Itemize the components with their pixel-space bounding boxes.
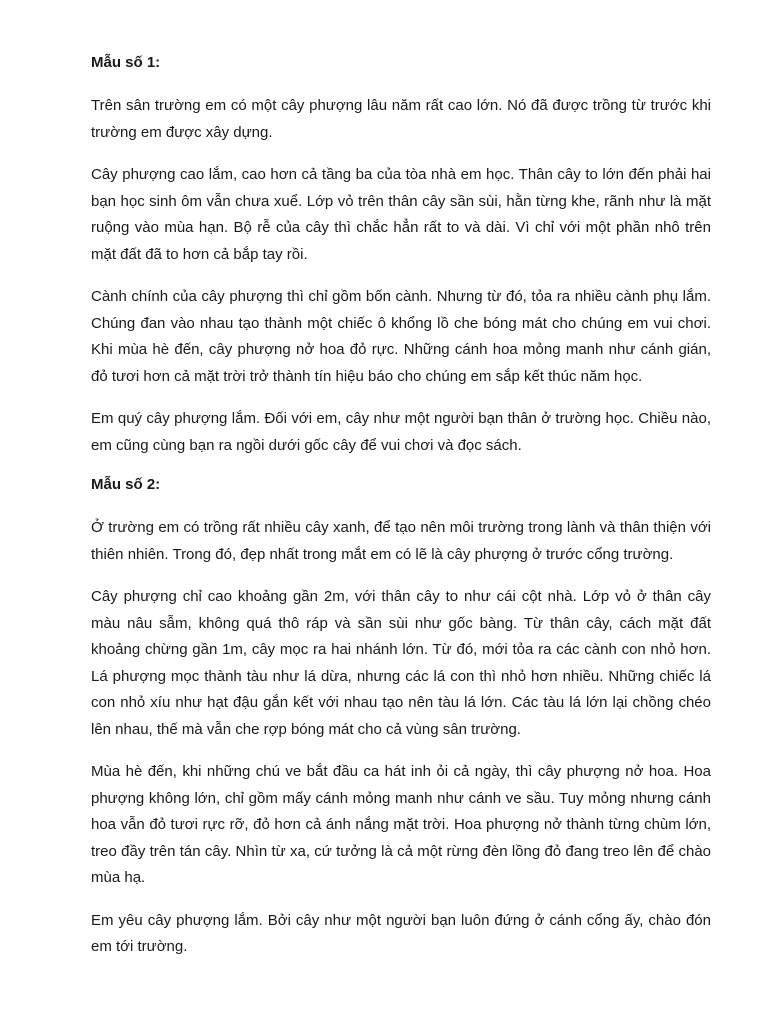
paragraph: Mùa hè đến, khi những chú ve bắt đầu ca hát inh ỏi cả ngày, thì cây phượng nở hoa. Hoa phượng không lớn, chỉ gồm mấy cánh mỏng manh như cánh ve sầu. Tuy mỏng nhưng cánh hoa vẫn đỏ tươi rực rỡ, đỏ hơn cả ánh nắng mặt trời. Hoa phượng nở thành từng chùm lớn, treo đầy trên tán cây. Nhìn từ xa, cứ tưởng là cả một rừng đèn lồng đỏ đang treo lên để chào mùa hạ. xyxy=(91,763,711,886)
section-heading: Mẫu số 1: xyxy=(91,54,161,71)
paragraph: Cành chính của cây phượng thì chỉ gồm bốn cành. Nhưng từ đó, tỏa ra nhiều cành phụ lắm. Chúng đan vào nhau tạo thành một chiếc ô khổng lồ che bóng mát cho chúng em vui chơi. Khi mùa hè đến, cây phượng nở hoa đỏ rực. Những cánh hoa mỏng manh như cánh gián, đỏ tươi hơn cả mặt trời trở thành tín hiệu báo cho chúng em sắp kết thúc năm học. xyxy=(91,288,711,385)
paragraph: Em yêu cây phượng lắm. Bởi cây như một người bạn luôn đứng ở cánh cổng ấy, chào đón em tới trường. xyxy=(91,911,711,955)
section-sample-2 xyxy=(91,475,711,961)
document-page xyxy=(91,53,711,977)
paragraph: Ở trường em có trồng rất nhiều cây xanh, để tạo nên môi trường trong lành và thân thiện với thiên nhiên. Trong đó, đẹp nhất trong mắt em có lẽ là cây phượng ở trước cổng trường. xyxy=(91,519,711,563)
paragraph: Cây phượng cao lắm, cao hơn cả tầng ba của tòa nhà em học. Thân cây to lớn đến phải hai bạn học sinh ôm vẫn chưa xuể. Lớp vỏ trên thân cây sần sùi, hằn từng khe, rãnh như là mặt ruộng vào mùa hạn. Bộ rễ của cây thì chắc hẳn rất to và dài. Vì chỉ với một phần nhô trên mặt đất đã to hơn cả bắp tay rồi. xyxy=(91,166,711,263)
section-heading: Mẫu số 2: xyxy=(91,476,161,493)
paragraph: Cây phượng chỉ cao khoảng gần 2m, với thân cây to như cái cột nhà. Lớp vỏ ở thân cây màu nâu sẫm, không quá thô ráp và sần sùi như gốc bàng. Từ thân cây, cách mặt đất khoảng chừng gần 1m, cây mọc ra hai nhánh lớn. Từ đó, mới tỏa ra các cành con nhỏ hơn. Lá phượng mọc thành tàu như lá dừa, nhưng các lá con thì nhỏ hơn nhiều. Những chiếc lá con nhỏ xíu như hạt đậu gắn kết với nhau tạo nên tàu lá lớn. Các tàu lá lớn lại chồng chéo lên nhau, thế mà vẫn che rợp bóng mát cho cả vùng sân trường. xyxy=(91,588,711,738)
paragraph: Em quý cây phượng lắm. Đối với em, cây như một người bạn thân ở trường học. Chiều nào, em cũng cùng bạn ra ngồi dưới gốc cây để vui chơi và đọc sách. xyxy=(91,410,711,454)
paragraph: Trên sân trường em có một cây phượng lâu năm rất cao lớn. Nó đã được trồng từ trước khi trường em được xây dựng. xyxy=(91,97,711,141)
section-sample-1 xyxy=(91,53,711,459)
